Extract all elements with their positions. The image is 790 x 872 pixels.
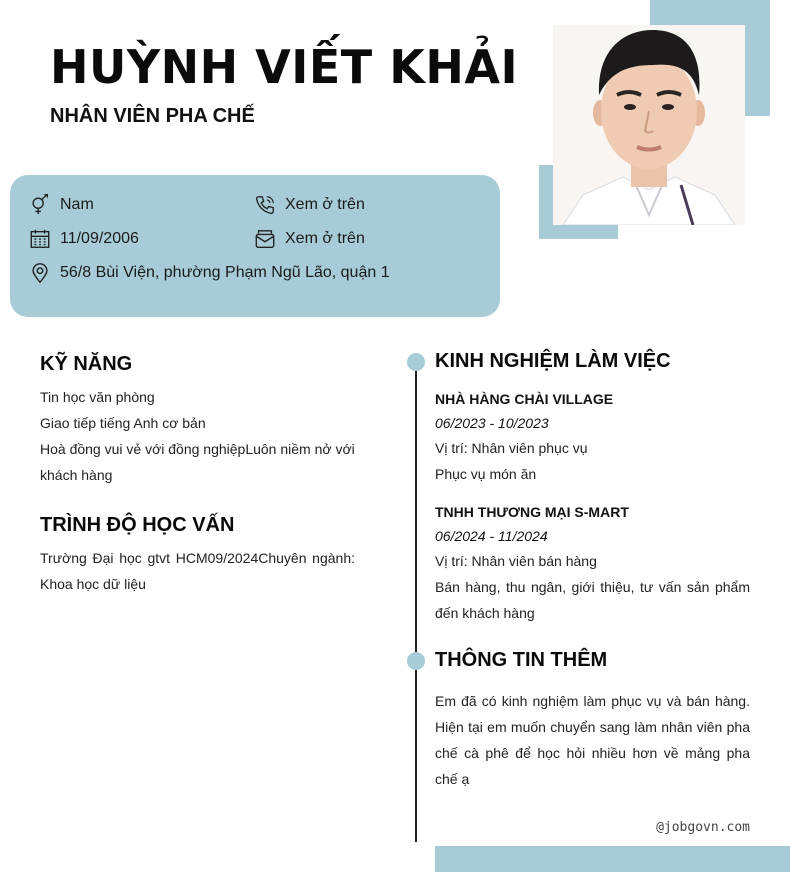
- job-period: 06/2023 - 10/2023: [435, 415, 549, 431]
- job-period: 06/2024 - 11/2024: [435, 528, 548, 544]
- additional-heading: THÔNG TIN THÊM: [435, 649, 608, 671]
- skill-item: Giao tiếp tiếng Anh cơ bản: [40, 415, 206, 431]
- birthdate-row: [29, 228, 139, 250]
- profile-photo-illustration: [553, 25, 745, 225]
- skill-item: Hoà đồng vui vẻ với đồng nghiệpLuôn niềm nở với khách hàng: [40, 441, 355, 483]
- job-description: Bán hàng, thu ngân, giới thiệu, tư vấn sản phẩm đến khách hàng: [435, 579, 750, 621]
- job-details: [435, 548, 750, 626]
- profile-photo: [553, 25, 745, 225]
- gender-value: Nam: [60, 196, 94, 213]
- location-icon: [29, 262, 51, 284]
- birthdate-value: 11/09/2006: [60, 230, 139, 247]
- skill-item: Tin học văn phòng: [40, 389, 155, 405]
- additional-text: Em đã có kinh nghiệm làm phục vụ và bán hàng. Hiện tại em muốn chuyển sang làm nhân viên pha chế cà phê để học hỏi nhiều hơn về mảng pha chế ạ: [435, 693, 750, 787]
- gender-row: [29, 194, 94, 216]
- job-position: Vị trí: Nhân viên phục vụ: [435, 440, 588, 456]
- gender-icon: [29, 194, 51, 216]
- skills-heading: KỸ NĂNG: [40, 353, 133, 375]
- bottom-decoration-bar: [435, 846, 790, 872]
- job-company: NHÀ HÀNG CHÀI VILLAGE: [435, 391, 614, 407]
- job-company: TNHH THƯƠNG MẠI S-MART: [435, 504, 629, 520]
- education-text: Trường Đại học gtvt HCM09/2024Chuyên ngành: Khoa học dữ liệu: [40, 550, 355, 592]
- phone-icon: [254, 194, 276, 216]
- address-value: 56/8 Bùi Viện, phường Phạm Ngũ Lão, quận 1: [60, 264, 390, 281]
- job-description: Phục vụ món ăn: [435, 466, 537, 482]
- candidate-role: NHÂN VIÊN PHA CHẾ: [50, 105, 255, 127]
- timeline-dot-additional: [407, 652, 425, 670]
- candidate-name: HUỲNH VIẾT KHẢI: [50, 40, 519, 94]
- skills-list: [40, 384, 360, 488]
- address-row: [29, 262, 390, 284]
- email-row: [254, 228, 365, 250]
- education-heading: TRÌNH ĐỘ HỌC VẤN: [40, 514, 235, 536]
- phone-value: Xem ở trên: [285, 196, 365, 213]
- calendar-icon: [29, 228, 51, 250]
- experience-heading: KINH NGHIỆM LÀM VIỆC: [435, 350, 671, 372]
- phone-row: [254, 194, 365, 216]
- timeline-line: [415, 362, 417, 842]
- job-position: Vị trí: Nhân viên bán hàng: [435, 553, 597, 569]
- job-details: [435, 435, 750, 487]
- email-value: Xem ở trên: [285, 230, 365, 247]
- email-icon: [254, 228, 276, 250]
- watermark: @jobgovn.com: [656, 820, 750, 835]
- timeline-dot-experience: [407, 353, 425, 371]
